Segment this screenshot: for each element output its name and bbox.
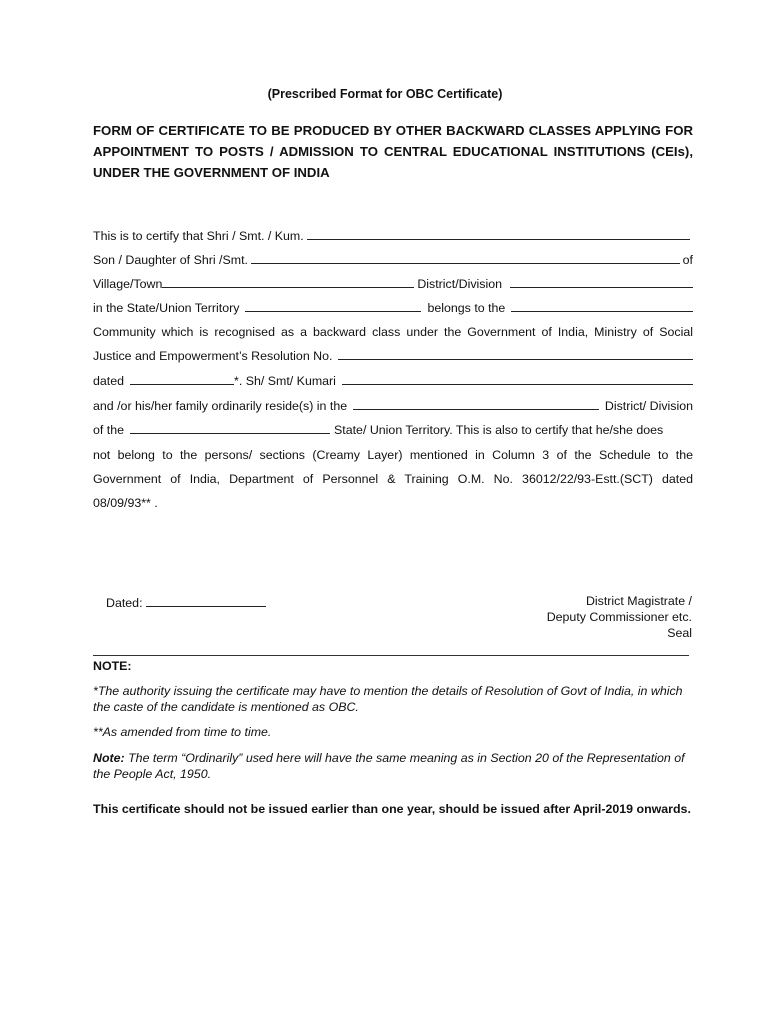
reside-label: and /or his/her family ordinarily reside(s) in the	[93, 399, 348, 413]
signatory-seal: Seal	[667, 626, 692, 640]
community-text: Community which is recognised as a backward class under the Government of India, Ministry of Social	[93, 325, 693, 339]
body-line-2	[93, 250, 693, 270]
divider	[93, 655, 689, 656]
body-line-10	[93, 445, 693, 465]
reside-blank	[353, 397, 599, 410]
dated-label: dated	[93, 374, 125, 388]
state-label: in the State/Union Territory	[93, 301, 240, 315]
issuance-note: This certificate should not be issued earlier than one year, should be issued after April-2019 onwards.	[93, 802, 691, 816]
parent-label: Son / Daughter of Shri /Smt.	[93, 253, 248, 267]
of-label: of	[682, 253, 693, 267]
om-date-text: 08/09/93** .	[93, 496, 158, 510]
note-ordinarily	[93, 750, 693, 782]
signatory-line-2: Deputy Commissioner etc.	[546, 610, 692, 624]
dated-sign-blank	[146, 594, 266, 607]
note-authority: *The authority issuing the certificate may have to mention the details of Resolution of Govt of India, in which the caste of the candidate is mentioned as OBC.	[93, 684, 683, 714]
body-line-5	[93, 322, 693, 342]
note-amended: **As amended from time to time.	[93, 725, 272, 739]
kumari-label: *. Sh/ Smt/ Kumari	[234, 374, 336, 388]
note-ordinarily-label: Note:	[93, 751, 125, 765]
format-subtitle: (Prescribed Format for OBC Certificate)	[267, 87, 503, 101]
belongs-label: belongs to the	[427, 301, 506, 315]
signatory-line-1: District Magistrate /	[585, 594, 692, 608]
body-line-12	[93, 493, 693, 513]
dated-blank	[130, 372, 234, 385]
district-label: District/Division	[417, 277, 503, 291]
creamy-text-start: State/ Union Territory. This is also to certify that he/she does	[334, 423, 664, 437]
body-line-4	[93, 298, 693, 318]
form-title: FORM OF CERTIFICATE TO BE PRODUCED BY OTHER BACKWARD CLASSES APPLYING FOR APPOINTMENT TO POSTS / ADMISSION TO CENTRAL EDUCATIONAL INSTITUTIONS (CEIs), UNDER THE GOVERNMENT OF INDIA	[93, 123, 693, 180]
creamy-layer-text: not belong to the persons/ sections (Creamy Layer) mentioned in Column 3 of the Schedule to the	[93, 448, 693, 462]
district-blank	[510, 275, 693, 288]
note-heading: NOTE:	[93, 659, 132, 673]
body-line-8	[93, 396, 693, 416]
body-line-1	[93, 226, 693, 246]
of-the-label: of the	[93, 423, 125, 437]
dated-sign-label: Dated:	[106, 596, 143, 610]
village-blank	[162, 275, 414, 288]
certify-label: This is to certify that Shri / Smt. / Kum.	[93, 229, 304, 243]
dated-field	[106, 594, 266, 610]
kumari-blank	[342, 372, 693, 385]
body-line-9	[93, 420, 693, 440]
signature-block	[547, 593, 692, 641]
name-blank	[307, 227, 690, 240]
body-line-7	[93, 371, 693, 391]
village-label: Village/Town	[93, 277, 163, 291]
state-blank	[245, 299, 421, 312]
body-line-3	[93, 274, 693, 294]
community-blank	[511, 299, 693, 312]
resolution-blank	[338, 347, 693, 360]
resolution-label: Justice and Empowerment’s Resolution No.	[93, 349, 333, 363]
district-division-label: District/ Division	[604, 399, 693, 413]
parent-name-blank	[251, 251, 680, 264]
state-ut-blank	[130, 421, 330, 434]
body-line-11	[93, 469, 693, 489]
body-line-6	[93, 346, 693, 366]
om-text: Government of India, Department of Personnel & Training O.M. No. 36012/22/93-Estt.(SCT) dated	[93, 472, 693, 486]
note-ordinarily-text: The term “Ordinarily” used here will have the same meaning as in Section 20 of the Representation of the People Act, 1950.	[93, 751, 685, 781]
